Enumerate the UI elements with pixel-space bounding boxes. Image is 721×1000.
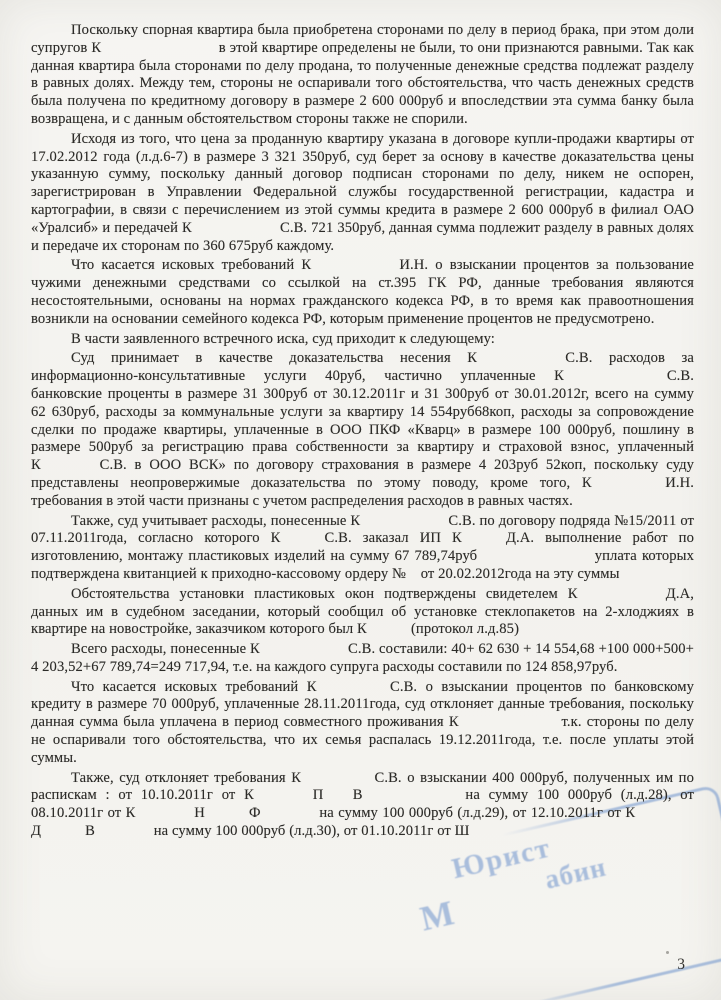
paragraph: Поскольку спорная квартира была приобретена сторонами по делу в период брака, при этом доли супругов К в этой квартире определены не были, то они признаются равными. Так как данная квартира была сторонами по делу продана, то полученные денежные средства подлежат разделу в равных долях. Между тем, стороны не оспаривали того обстоятельства, что часть денежных средств была получена по кредитному договору в размере 2 600 000руб и впоследствии эта сумма банку была возвращена, и с данным обстоятельством стороны также не спорили. xyxy=(31,22,694,127)
paragraph: Также, суд учитывает расходы, понесенные К С.В. по договору подряда №15/2011 от 07.11.2011года, согласно которого К С.В. заказал ИП К Д.А. выполнение работ по изготовлению, монтажу пластиковых изделий на сумму 67 789,74руб уплата которых подтверждена квитанцией к приходно-кассовому ордеру № от 20.02.2012года на эту суммы xyxy=(31,512,694,582)
paragraph: Исходя из того, что цена за проданную квартиру указана в договоре купли-продажи квартиры от 17.02.2012 года (л.д.6-7) в размере 3 321 350руб, суд берет за основу в качестве доказательства цены указанную сумму, поскольку данный договор подписан сторонами по делу, никем не оспорен, зарегистрирован в Управлении Федеральной службы государственной регистрации, кадастра и картографии, в связи с перечислением из этой суммы кредита в размере 2 600 000руб в филиал ОАО «Уралсиб» и передачей К С.В. 721 350руб, данная сумма подлежит разделу в равных долях и передаче их сторонам по 360 675руб каждому. xyxy=(31,130,694,254)
paragraph: Что касается исковых требований К С.В. о взыскании процентов по банковскому кредиту в размере 70 000руб, уплаченные 28.11.2011года, суд отклоняет данные требования, поскольку данная сумма была уплачена в период совместного проживания К т.к. стороны по делу не оспаривали того обстоятельства, что их семья распалась 19.12.2011года, т.е. после уплаты этой суммы. xyxy=(31,678,694,766)
paragraph: Обстоятельства установки пластиковых окон подтверждены свидетелем К Д.А, данных им в судебном заседании, который сообщил об установке стеклопакетов на 2-хлоджиях в квартире на новостройке, заказчиком которого был К (протокол л.д.85) xyxy=(31,585,694,638)
stamp-text-line2-tail: абин xyxy=(541,851,610,895)
stamp-text-line2-initial: М xyxy=(416,893,458,939)
paragraph: Также, суд отклоняет требования К С.В. о взыскании 400 000руб, полученных им по распискам : от 10.10.2011г от К П В на сумму 100 000руб (л.д.28), от 08.10.2011г от К Н Ф на сумму 100 000руб (л.д.29), от 12.10.2011г от К Д В на сумму 100 000руб (л.д.30), от 01.10.2011г от Ш xyxy=(31,769,694,840)
stamp-text-line1: Юрист xyxy=(448,831,554,886)
document-text xyxy=(31,22,694,843)
scan-speck xyxy=(666,951,669,954)
paragraph: Всего расходы, понесенные К С.В. составили: 40+ 62 630 + 14 554,68 +100 000+500+ 4 203,52+67 789,74=249 717,94, т.е. на каждого супруга расходы составили по 124 858,97руб. xyxy=(31,641,694,675)
paragraph: В части заявленного встречного иска, суд приходит к следующему: xyxy=(71,330,495,347)
paragraph: Суд принимает в качестве доказательства несения К С.В. расходов за информационно-консультативные услуги 40руб, частично уплаченные К С.В. банковские проценты в размере 31 300руб от 30.12.2011г и 31 300руб от 30.01.2012г, всего на сумму 62 630руб, расходы за коммунальные услуги за квартиру 14 554руб68коп, расходы за сопровождение сделки по продаже квартиры, уплаченные в ООО ПКФ «Кварц» в размере 100 000руб, пошлину в размере 500руб за регистрацию права собственности за квартиру и страховой взнос, уплаченный К С.В. в ООО ВСК» по договору страхования в размере 4 203руб 52коп, поскольку суду представлены неопровержимые доказательства по этому поводу, кроме того, К И.Н. требования в этой части признаны с учетом распределения расходов в равных частях. xyxy=(31,350,694,509)
paragraph: Что касается исковых требований К И.Н. о взыскании процентов за пользование чужими денежными средствами со ссылкой на ст.395 ГК РФ, данные требования являются несостоятельными, основаны на нормах гражданского кодекса РФ, в то время как правоотношения возникли на основании семейного кодекса РФ, которым применение процентов не предусмотрено. xyxy=(31,257,694,327)
page-number: 3 xyxy=(677,956,685,973)
